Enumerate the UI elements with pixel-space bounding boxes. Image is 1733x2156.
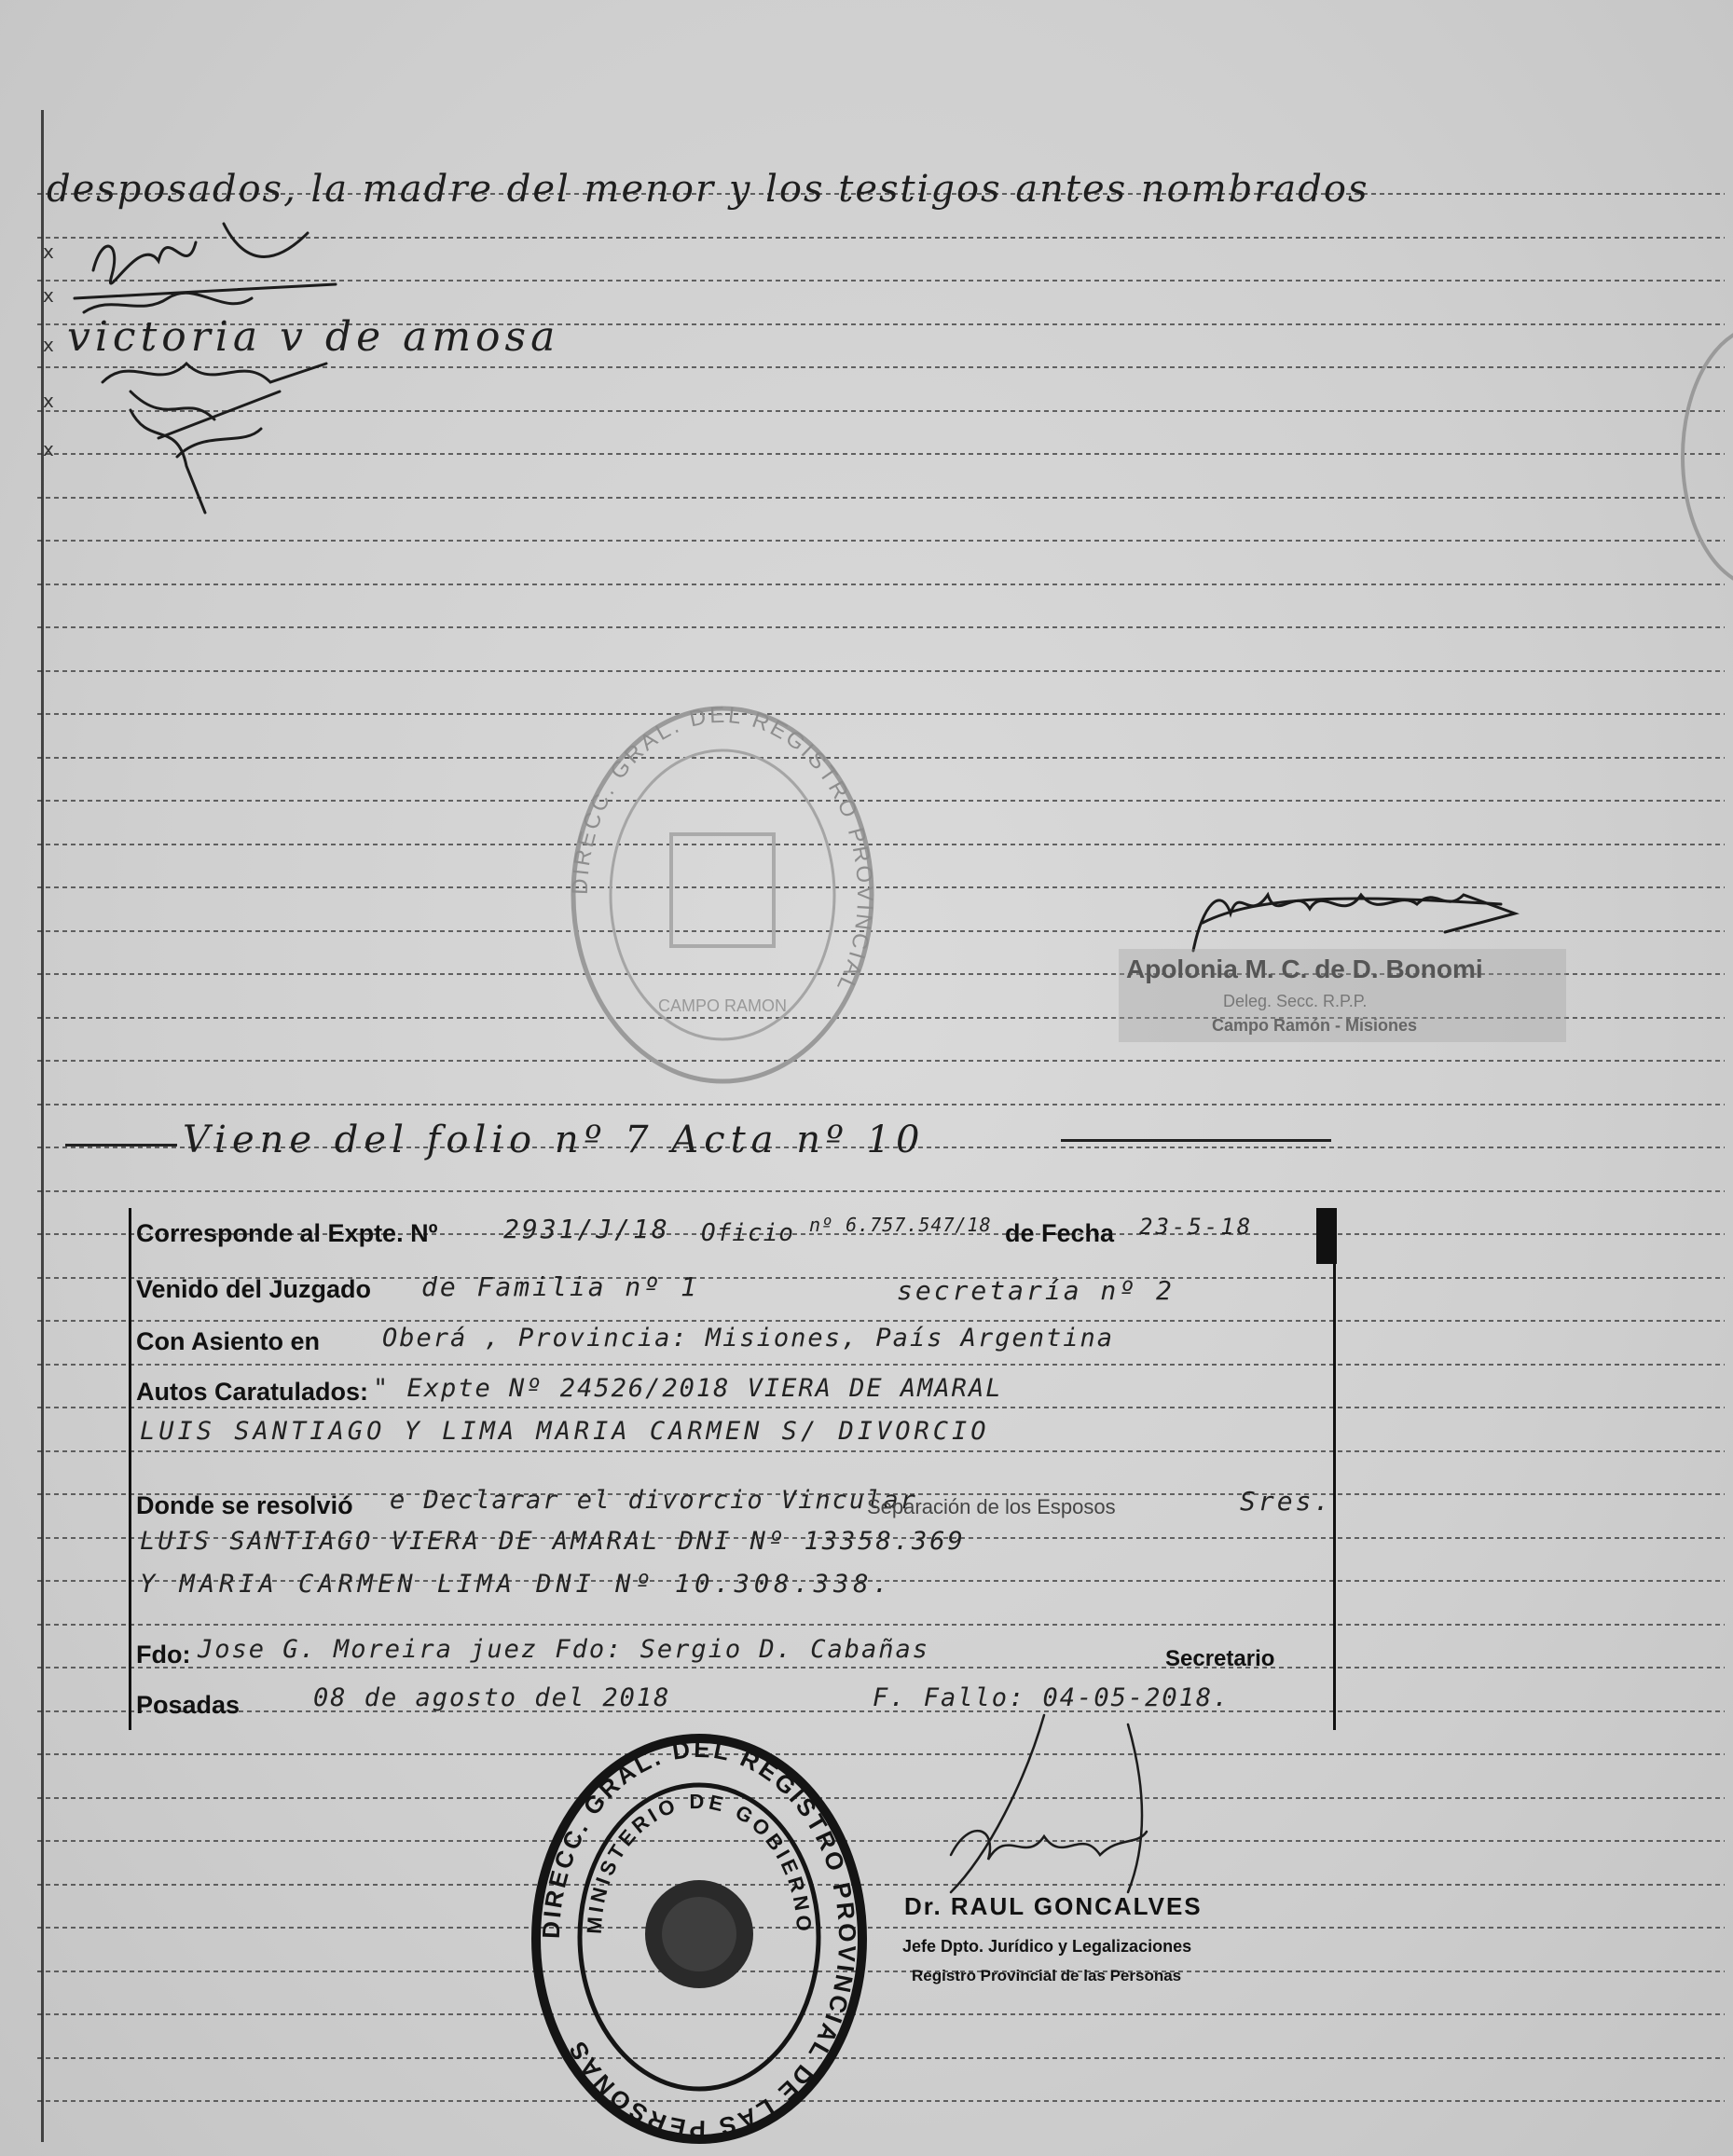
delegate-name: Apolonia M. C. de D. Bonomi: [1126, 954, 1483, 983]
fecha-value: 23-5-18: [1139, 1214, 1254, 1240]
margin-mark: x: [43, 334, 54, 356]
spouse-1: LUIS SANTIAGO VIERA DE AMARAL DNI Nº 13358.369: [140, 1527, 966, 1556]
fecha-label: de Fecha: [1005, 1219, 1115, 1247]
rule-left: [65, 1144, 177, 1147]
donde-tail: Sres.: [1240, 1486, 1333, 1517]
registry-seal: [527, 1724, 872, 2144]
header-handwritten-line: desposados, la madre del menor y los testigos antes nombrados: [47, 168, 1369, 211]
asiento-label: Con Asiento en: [136, 1327, 321, 1355]
official-name: Dr. RAUL GONCALVES: [904, 1892, 1203, 1920]
posadas-value: 08 de agosto del 2018: [313, 1683, 671, 1712]
form-right-bracket: [1333, 1208, 1336, 1730]
donde-label: Donde se resolvió: [136, 1491, 353, 1519]
stamp-ring-text: DIRECC. GRAL. DEL REGISTRO PROVINCIAL: [567, 702, 878, 998]
fdo-label: Fdo:: [136, 1641, 191, 1668]
delegate-role: Deleg. Secc. R.P.P.: [1223, 992, 1368, 1010]
rule-right: [1061, 1139, 1331, 1142]
margin-mark: x: [43, 438, 54, 460]
fdo-value: Jose G. Moreira juez Fdo: Sergio D. Cabañas: [198, 1635, 929, 1664]
expte-label: Corresponde al Expte. Nº: [136, 1219, 438, 1247]
witness-signature-name: victoria v de amosa: [67, 313, 560, 361]
official-office: Registro Provincial de las Personas: [912, 1967, 1182, 1984]
seal-inner-text: MINISTERIO DE GOBIERNO: [582, 1789, 817, 1936]
secretaria-value: secretaría nº 2: [897, 1275, 1175, 1306]
autos-label: Autos Caratulados:: [136, 1378, 369, 1406]
oficio-value: nº 6.757.547/18: [809, 1214, 992, 1236]
official-signature: [914, 1706, 1193, 1911]
spouse-2: Y MARIA CARMEN LIMA DNI Nº 10.308.338.: [140, 1570, 893, 1599]
form-left-bracket: [129, 1208, 131, 1730]
oficio-label: Oficio: [701, 1219, 794, 1247]
autos-value-1: " Expte Nº 24526/2018 VIERA DE AMARAL: [373, 1374, 1003, 1403]
margin-mark: x: [43, 390, 54, 412]
delegate-place: Campo Ramón - Misiones: [1212, 1016, 1418, 1035]
autos-value-2: LUIS SANTIAGO Y LIMA MARIA CARMEN S/ DIVORCIO: [140, 1417, 990, 1446]
margin-line: [41, 110, 44, 2142]
seal-outer-text: DIRECC. GRAL. DEL REGISTRO PROVINCIAL DE LAS PERSONAS: [536, 1734, 862, 2144]
viene-del-folio: Viene del folio nº 7 Acta nº 10: [183, 1119, 926, 1161]
margin-mark: x: [43, 284, 54, 307]
registry-stamp-faded: [564, 694, 881, 1095]
fallo-value: F. Fallo: 04-05-2018.: [873, 1683, 1231, 1712]
delegate-stamp: [1119, 949, 1566, 1042]
posadas-label: Posadas: [136, 1691, 241, 1719]
margin-mark: x: [43, 240, 54, 263]
expte-value: 2931/J/18: [503, 1214, 670, 1244]
juzgado-label: Venido del Juzgado: [136, 1275, 372, 1303]
asiento-value: Oberá , Provincia: Misiones, País Argentina: [382, 1324, 1114, 1353]
edge-stamp-fragment: [1678, 317, 1733, 597]
donde-value: e Declarar el divorcio Vincular: [390, 1486, 917, 1515]
stamp-center-text: CAMPO RAMON: [657, 996, 788, 1015]
juzgado-value: de Familia nº 1: [421, 1271, 699, 1302]
fdo-suffix: Secretario: [1165, 1646, 1275, 1671]
official-role: Jefe Dpto. Jurídico y Legalizaciones: [902, 1937, 1192, 1956]
witness-signatures: [56, 205, 392, 522]
donde-printed: Separación de los Esposos: [867, 1495, 1116, 1518]
